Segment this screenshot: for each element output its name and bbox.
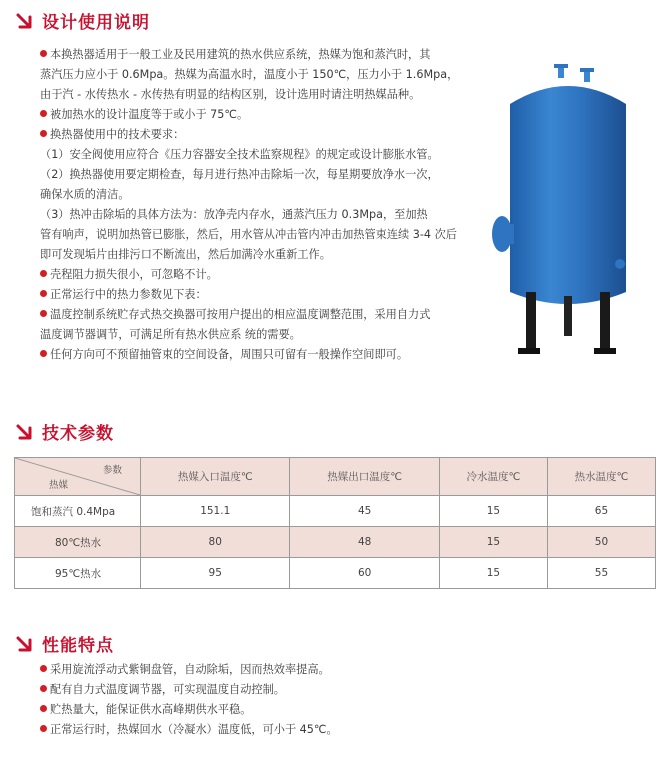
text-line [40,345,458,365]
table-row [15,558,656,589]
design-notes [40,45,458,365]
table-cell: 60 [290,558,439,589]
arrow-down-right-icon [14,421,36,443]
row-label: 95℃热水 [15,558,141,589]
line-text: （1）安全阀使用应符合《压力容器安全技术监察规程》的规定或设计膨胀水管。 [40,148,439,161]
text-line [40,660,338,680]
text-line [40,720,338,740]
bullet-dot-icon [40,350,47,357]
spec-table [14,457,656,589]
text-line [40,305,458,325]
bullet-dot-icon [40,665,47,672]
water-tank-illustration [488,64,648,360]
text-line [40,225,458,245]
section-header-params [14,419,114,444]
feature-list [40,660,338,740]
row-label: 饱和蒸汽 0.4Mpa [15,496,141,527]
line-text: 壳程阻力损失很小，可忽略不计。 [50,268,218,281]
bullet-dot-icon [40,685,47,692]
line-text: 采用旋流浮动式紫铜盘管，自动除垢，因而热效率提高。 [50,663,330,676]
text-line [40,105,458,125]
text-line [40,65,458,85]
column-header: 热水温度℃ [547,458,655,496]
bullet-dot-icon [40,50,47,57]
section-title-features: 性能特点 [42,636,114,656]
arrow-down-right-icon [14,633,36,655]
text-line [40,45,458,65]
table-cell: 95 [141,558,290,589]
line-text: 贮热量大，能保证供水高峰期供水平稳。 [50,703,252,716]
table-row [15,496,656,527]
table-cell: 50 [547,527,655,558]
text-line [40,285,458,305]
line-text: 温度调节器调节，可满足所有热水供应系 统的需要。 [40,328,301,341]
table-cell: 151.1 [141,496,290,527]
bullet-dot-icon [40,270,47,277]
text-line [40,145,458,165]
table-cell: 48 [290,527,439,558]
bullet-dot-icon [40,705,47,712]
table-cell: 45 [290,496,439,527]
line-text: 即可发现垢片由排污口不断流出，然后加满冷水重新工作。 [40,248,331,261]
bullet-dot-icon [40,110,47,117]
table-cell: 15 [439,527,547,558]
text-line [40,700,338,720]
line-text: 被加热水的设计温度等于或小于 75℃。 [50,108,249,121]
text-line [40,245,458,265]
corner-label-params: 参数 [102,465,122,476]
column-header: 热媒入口温度℃ [141,458,290,496]
line-text: （3）热冲击除垢的具体方法为：放净壳内存水，通蒸汽压力 0.3Mpa，至加热 [40,208,428,221]
section-header-design [14,8,150,33]
text-line [40,680,338,700]
line-text: 管有响声，说明加热管已膨胀，然后，用水管从冲击管内冲击加热管束连续 3-4 次后 [40,228,457,241]
table-cell: 15 [439,496,547,527]
row-label: 80℃热水 [15,527,141,558]
line-text: 任何方向可不预留抽管束的空间设备，周围只可留有一般操作空间即可。 [50,348,409,361]
line-text: 确保水质的清洁。 [40,188,130,201]
text-line [40,325,458,345]
table-cell: 15 [439,558,547,589]
section-header-features [14,631,114,656]
line-text: 配有自力式温度调节器，可实现温度自动控制。 [50,683,285,696]
arrow-down-right-icon [14,10,36,32]
bullet-dot-icon [40,130,47,137]
text-line [40,185,458,205]
line-text: 温度控制系统贮存式热交换器可按用户提出的相应温度调整范围，采用自力式 [50,308,431,321]
bullet-dot-icon [40,290,47,297]
table-header-row [15,458,656,496]
bullet-dot-icon [40,310,47,317]
line-text: 由于汽 - 水传热水 - 水传热有明显的结构区别，设计选用时请注明热媒品种。 [40,88,421,101]
line-text: 换热器使用中的技术要求： [50,128,185,141]
text-line [40,125,458,145]
text-line [40,265,458,285]
section-title-params: 技术参数 [42,424,114,444]
table-cell: 55 [547,558,655,589]
section-title-design: 设计使用说明 [42,13,150,33]
table-cell: 65 [547,496,655,527]
bullet-dot-icon [40,725,47,732]
table-corner-cell [15,458,141,496]
text-line [40,85,458,105]
line-text: 蒸汽压力应小于 0.6Mpa。热媒为高温水时，温度小于 150℃，压力小于 1.6Mpa， [40,68,459,81]
text-line [40,165,458,185]
table-row [15,527,656,558]
text-line [40,205,458,225]
line-text: 正常运行时，热媒回水（冷凝水）温度低，可小于 45℃。 [50,723,338,736]
column-header: 热媒出口温度℃ [290,458,439,496]
column-header: 冷水温度℃ [439,458,547,496]
line-text: （2）换热器使用要定期检查，每月进行热冲击除垢一次，每星期要放净水一次， [40,168,439,181]
table-cell: 80 [141,527,290,558]
line-text: 正常运行中的热力参数见下表： [50,288,207,301]
corner-label-medium: 热媒 [49,480,69,491]
line-text: 本换热器适用于一般工业及民用建筑的热水供应系统，热媒为饱和蒸汽时，其 [50,48,431,61]
